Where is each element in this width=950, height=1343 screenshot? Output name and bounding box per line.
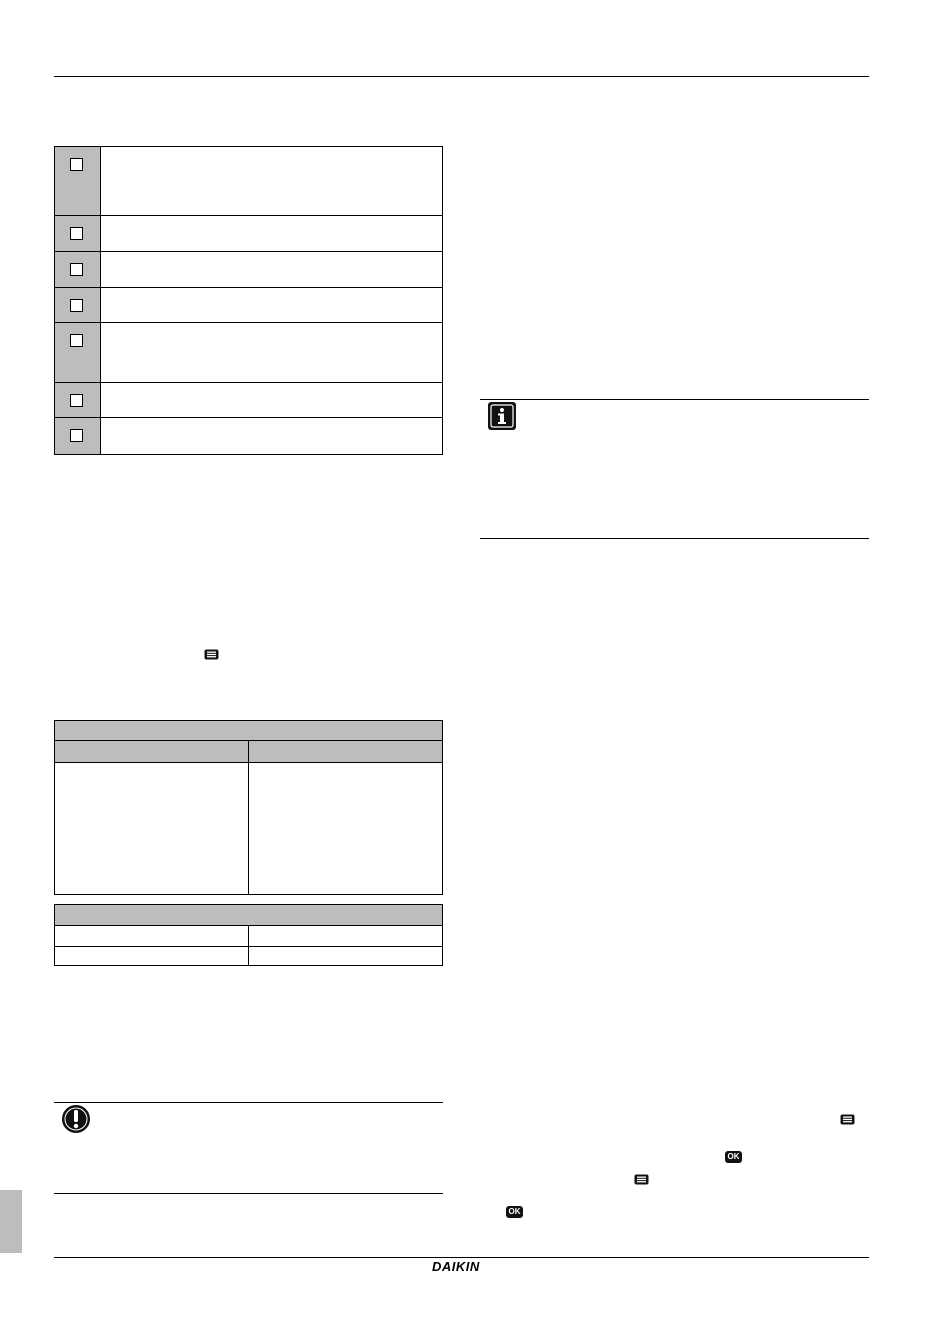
table-row (55, 947, 442, 966)
info-rule-top (480, 399, 869, 400)
checkbox[interactable] (70, 158, 83, 171)
checklist-row (55, 252, 442, 288)
table-column-headers (55, 741, 442, 763)
checklist-row (55, 418, 442, 454)
table-header (55, 721, 442, 741)
checklist-row (55, 147, 442, 216)
table-header (55, 905, 442, 926)
settings-table (54, 720, 443, 895)
checklist-row (55, 288, 442, 323)
info-icon (487, 401, 517, 431)
menu-remote-icon (840, 1114, 855, 1125)
info-rule-bottom (480, 538, 869, 539)
checkbox[interactable] (70, 429, 83, 442)
notice-rule-top (54, 1102, 443, 1103)
table-row (55, 926, 442, 947)
menu-remote-icon (204, 649, 219, 660)
checkbox[interactable] (70, 394, 83, 407)
checklist-row (55, 216, 442, 252)
menu-remote-icon (634, 1174, 649, 1185)
checklist-row (55, 323, 442, 383)
checkbox[interactable] (70, 334, 83, 347)
notice-rule-bottom (54, 1193, 443, 1194)
warning-icon (61, 1104, 91, 1134)
checkbox[interactable] (70, 227, 83, 240)
header-rule (54, 76, 869, 77)
settings-table-2 (54, 904, 443, 966)
ok-button-icon: OK (506, 1206, 523, 1218)
checkbox[interactable] (70, 263, 83, 276)
brand-logo: DAIKIN (432, 1259, 480, 1274)
chapter-side-tab (0, 1190, 22, 1253)
footer-rule (54, 1257, 869, 1258)
table-row (55, 763, 442, 894)
installation-checklist (54, 146, 443, 455)
checkbox[interactable] (70, 299, 83, 312)
ok-button-icon: OK (725, 1151, 742, 1163)
checklist-row (55, 383, 442, 418)
